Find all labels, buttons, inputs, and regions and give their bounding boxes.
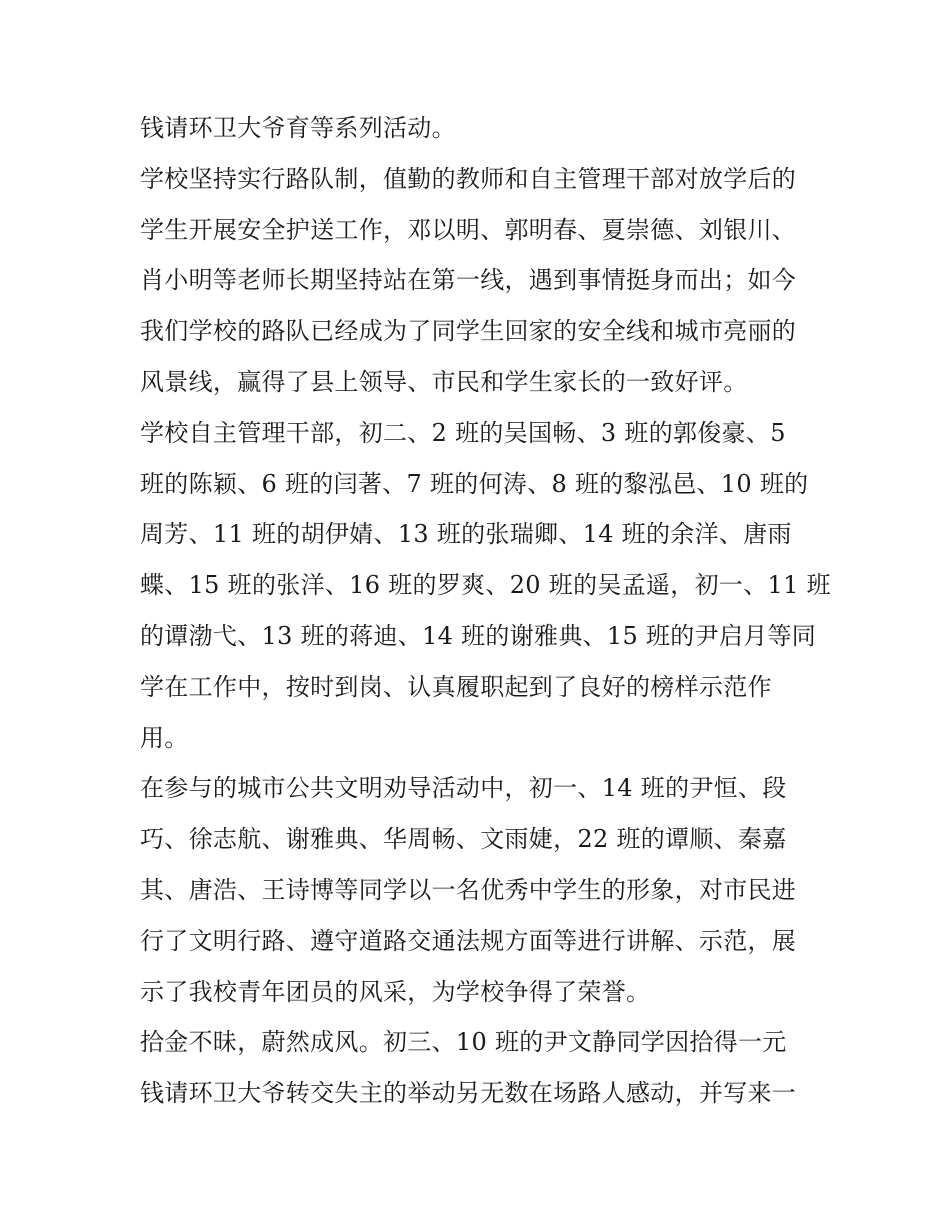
- text-line: 班的陈颖、6 班的闫著、7 班的何涛、8 班的黎泓邑、10 班的: [140, 469, 809, 498]
- text-line: 的谭渤弋、13 班的蒋迪、14 班的谢雅典、15 班的尹启月等同: [140, 621, 817, 650]
- text-line: 学校自主管理干部，初二、2 班的吴国畅、3 班的郭俊豪、5: [140, 418, 786, 447]
- text-line: 用。: [140, 723, 189, 752]
- text-line: 钱请环卫大爷转交失主的举动另无数在场路人感动，并写来一: [140, 1079, 797, 1108]
- text-line: 蝶、15 班的张洋、16 班的罗爽、20 班的吴孟遥，初一、11 班: [140, 571, 831, 600]
- text-line: 在参与的城市公共文明劝导活动中，初一、14 班的尹恒、段: [140, 774, 787, 803]
- text-line: 巧、徐志航、谢雅典、华周畅、文雨婕，22 班的谭顺、秦嘉: [140, 825, 787, 854]
- text-line: 周芳、11 班的胡伊婧、13 班的张瑞卿、14 班的余洋、唐雨: [140, 520, 792, 549]
- text-line: 我们学校的路队已经成为了同学生回家的安全线和城市亮丽的: [140, 317, 797, 346]
- text-line: 学校坚持实行路队制，值勤的教师和自主管理干部对放学后的: [140, 164, 797, 193]
- text-line: 其、唐浩、王诗博等同学以一名优秀中学生的形象，对市民进: [140, 875, 797, 904]
- text-line: 行了文明行路、遵守道路交通法规方面等进行讲解、示范，展: [140, 926, 797, 955]
- document-body: [140, 103, 831, 1119]
- text-line: 学在工作中，按时到岗、认真履职起到了良好的榜样示范作: [140, 672, 772, 701]
- text-line: 示了我校青年团员的风采，为学校争得了荣誉。: [140, 977, 651, 1006]
- text-line: 钱请环卫大爷育等系列活动。: [140, 114, 456, 142]
- text-line: 风景线，赢得了县上领导、市民和学生家长的一致好评。: [140, 367, 748, 396]
- text-line: 拾金不昧，蔚然成风。初三、10 班的尹文静同学因拾得一元: [140, 1028, 787, 1057]
- text-line: 肖小明等老师长期坚持站在第一线，遇到事情挺身而出；如今: [140, 266, 797, 295]
- text-line: 学生开展安全护送工作，邓以明、郭明春、夏崇德、刘银川、: [140, 215, 797, 244]
